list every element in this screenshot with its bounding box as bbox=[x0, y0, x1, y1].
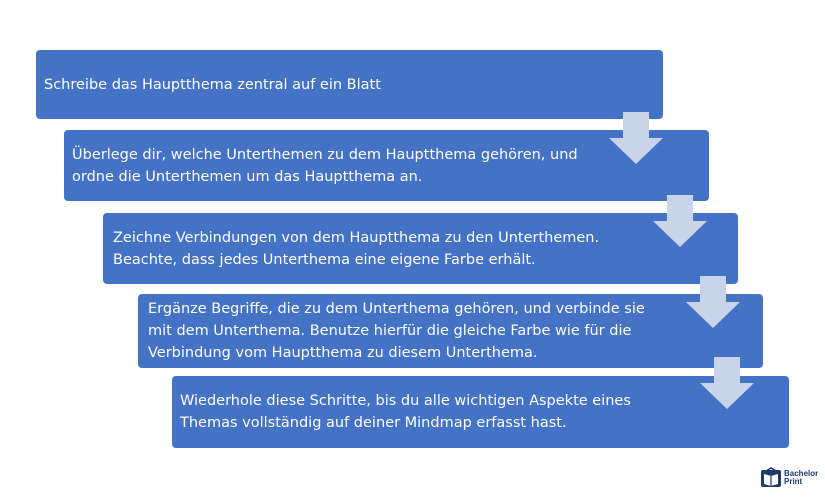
step-2-line-2: ordne die Unterthemen um das Hauptthema an. bbox=[72, 168, 423, 185]
step-3-text bbox=[113, 227, 599, 271]
step-3-line-1: Zeichne Verbindungen von dem Hauptthema zu den Unterthemen. bbox=[113, 229, 600, 246]
down-arrow-icon bbox=[700, 357, 754, 409]
step-2-text bbox=[72, 144, 578, 188]
brand-logo bbox=[760, 467, 818, 489]
logo-text bbox=[784, 470, 818, 486]
step-5-line-2: Themas vollständig auf deiner Mindmap erfasst hast. bbox=[180, 415, 567, 431]
step-4-line-1: Ergänze Begriffe, die zu dem Unterthema gehören, und verbinde sie bbox=[148, 301, 645, 317]
step-3-box bbox=[103, 213, 738, 284]
step-4-box bbox=[138, 294, 763, 368]
step-5-text bbox=[180, 390, 631, 434]
step-4-line-3: Verbindung vom Hauptthema zu diesem Unterthema. bbox=[148, 345, 538, 361]
step-4-text bbox=[148, 298, 645, 364]
step-2-line-1: Überlege dir, welche Unterthemen zu dem Hauptthema gehören, und bbox=[72, 146, 578, 163]
down-arrow-icon bbox=[653, 195, 707, 247]
down-arrow-icon bbox=[686, 276, 740, 328]
step-4-line-2: mit dem Unterthema. Benutze hierfür die gleiche Farbe wie für die bbox=[148, 323, 632, 339]
logo-line-2: Print bbox=[784, 477, 803, 486]
step-5-line-1: Wiederhole diese Schritte, bis du alle wichtigen Aspekte eines bbox=[180, 393, 631, 409]
step-1-line-1: Schreibe das Hauptthema zentral auf ein Blatt bbox=[44, 76, 381, 93]
step-1-text bbox=[44, 74, 381, 96]
logo-line-1: Bachelor bbox=[784, 469, 819, 478]
step-3-line-2: Beachte, dass jedes Unterthema eine eigene Farbe erhält. bbox=[113, 251, 536, 268]
step-1-box bbox=[36, 50, 663, 119]
step-5-box bbox=[172, 376, 789, 448]
down-arrow-icon bbox=[609, 112, 663, 164]
book-logo-icon bbox=[760, 467, 782, 489]
